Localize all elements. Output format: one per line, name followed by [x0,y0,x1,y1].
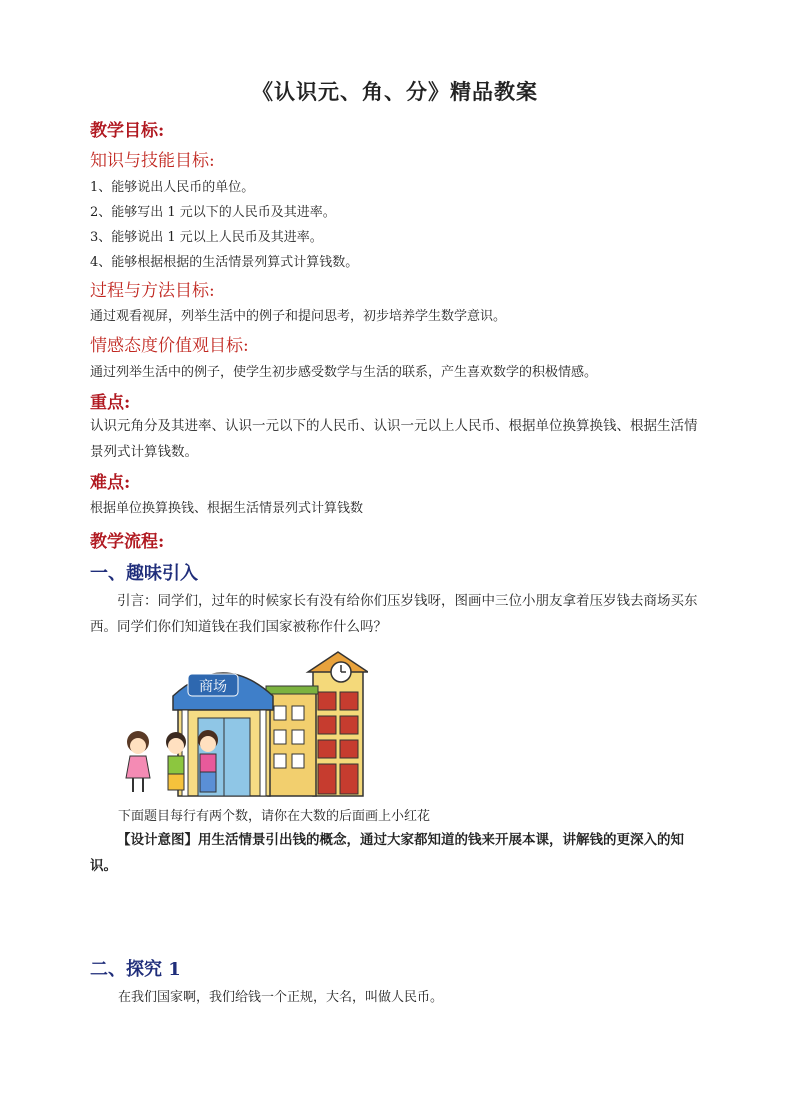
knowledge-item: 4、能够根据根据的生活情景列算式计算钱数。 [90,255,359,270]
part1-task: 下面题目每行有两个数，请你在大数的后面画上小红花 [118,809,431,824]
key-points-text: 认识元角分及其进率、认识一元以下的人民币、认识一元以上人民币、根据单位换算换钱、根据生活情景列式计算钱数。 [90,418,698,460]
part1-intro: 引言：同学们，过年的时候家长有没有给你们压岁钱呀，图画中三位小朋友拿着压岁钱去商场买东西。同学们你们知道钱在我们国家被称作什么吗？ [90,593,698,635]
part2-text: 在我们国家啊，我们给钱一个正规，大名，叫做人民币。 [118,990,444,1005]
knowledge-item: 1、能够说出人民币的单位。 [90,180,255,195]
key-points-heading: 重点: [90,393,131,413]
objectives-heading: 教学目标: [90,121,165,141]
difficulty-text: 根据单位换算换钱、根据生活情景列式计算钱数 [90,501,364,516]
mall-illustration [118,650,368,798]
design-intent: 【设计意图】用生活情景引出钱的概念，通过大家都知道的钱来开展本课，讲解钱的更深入的知识。 [90,832,684,874]
process-heading: 过程与方法目标: [90,281,215,301]
process-text: 通过观看视屏，列举生活中的例子和提问思考，初步培养学生数学意识。 [90,309,507,324]
emotion-heading: 情感态度价值观目标: [90,336,249,356]
flow-heading: 教学流程: [90,532,165,552]
knowledge-item: 3、能够说出 1 元以上人民币及其进率。 [90,230,323,245]
part1-heading: 一、趣味引入 [90,563,198,584]
part2-heading: 二、探究 1 [90,959,181,980]
page-title: 《认识元、角、分》精品教案 [252,79,538,104]
difficulty-heading: 难点: [90,473,131,493]
mall-sign: 商场 [199,679,227,695]
knowledge-item: 2、能够写出 1 元以下的人民币及其进率。 [90,205,336,220]
knowledge-heading: 知识与技能目标: [90,151,215,171]
emotion-text: 通过列举生活中的例子，使学生初步感受数学与生活的联系，产生喜欢数学的积极情感。 [90,365,598,380]
